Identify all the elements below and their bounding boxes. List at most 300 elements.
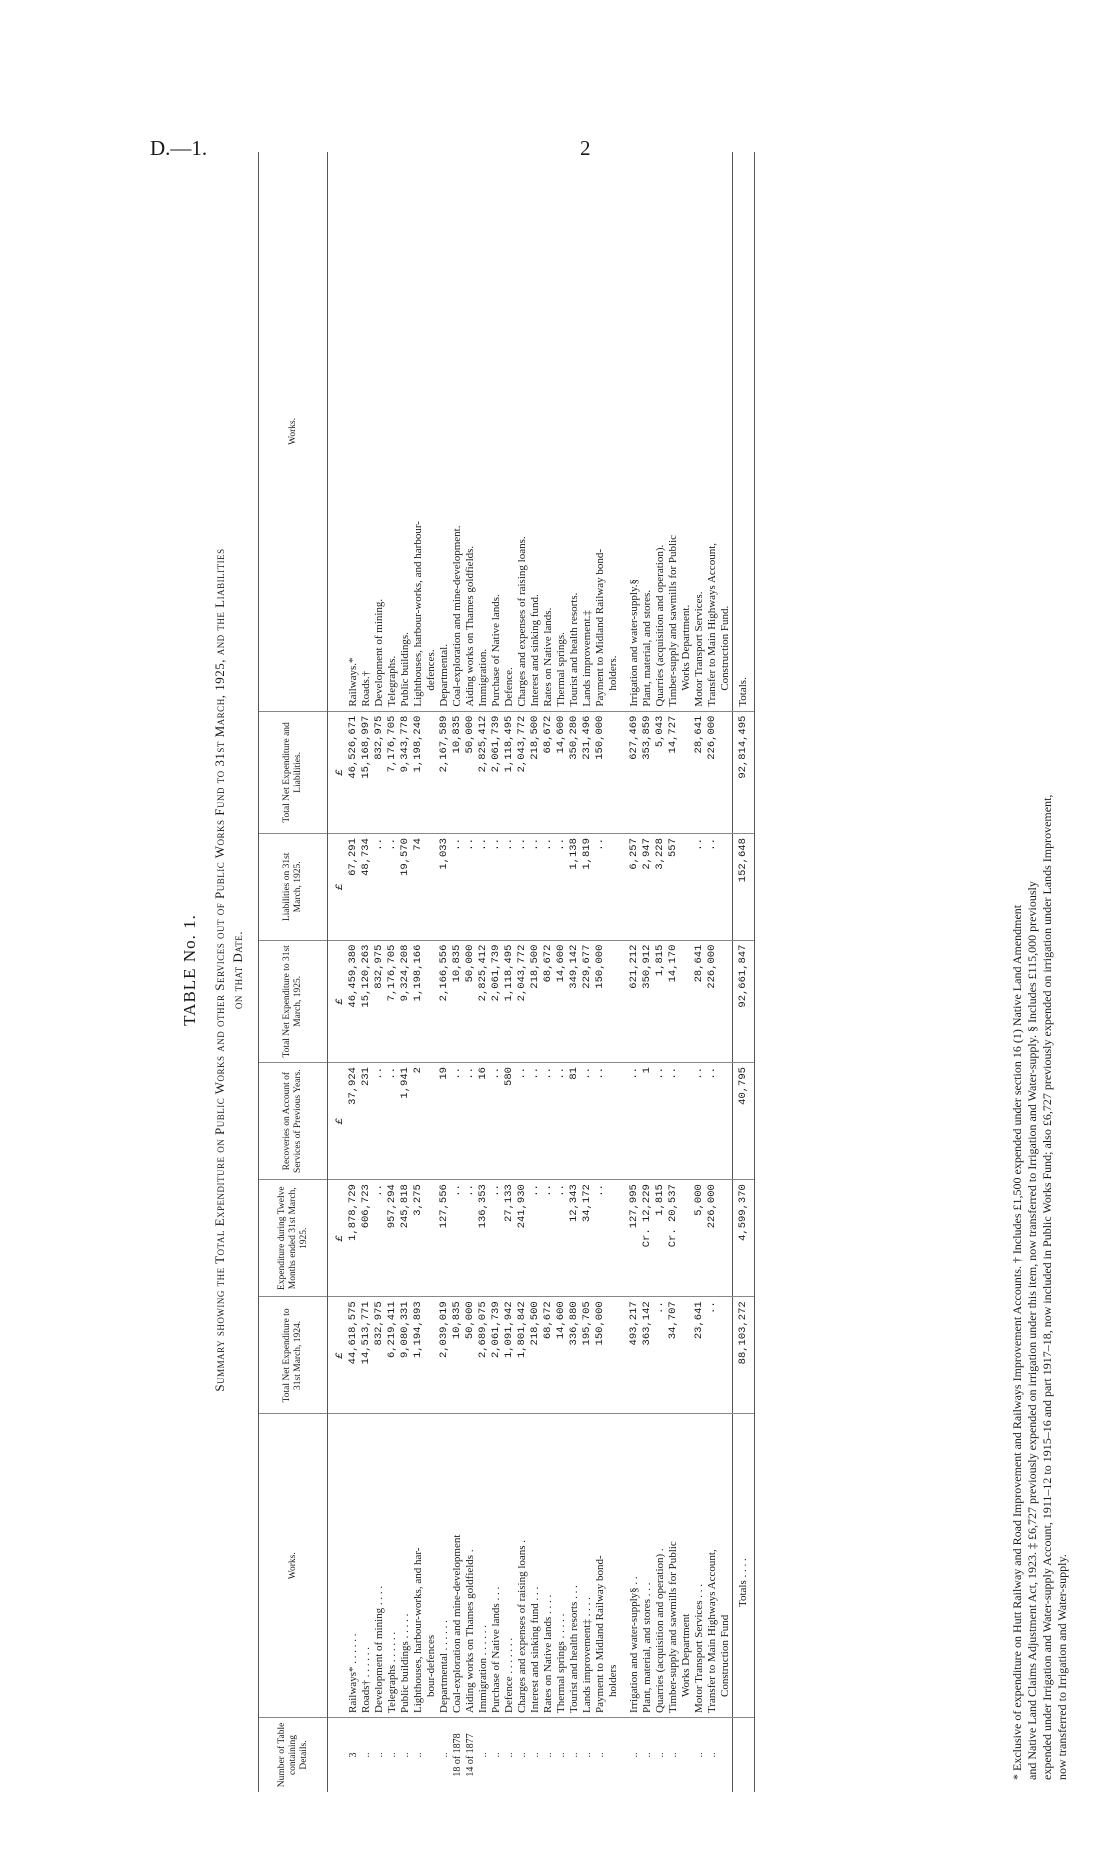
works-right-cell: Thermal springs.: [555, 152, 568, 711]
expenditure-liabilities-cell: [425, 711, 438, 833]
net-expenditure-cell: 349,142: [568, 940, 581, 1062]
works-cell: Roads† . . . . . .: [360, 1414, 373, 1718]
works-cell: Interest and sinking fund . . .: [529, 1414, 542, 1718]
liabilities-cell: ..: [693, 834, 706, 940]
year-expenditure-cell: 27,133: [503, 1180, 516, 1297]
expenditure-liabilities-cell: 231,496: [581, 711, 594, 833]
recoveries-cell: ..: [706, 1063, 719, 1180]
recoveries-cell: 2: [412, 1063, 425, 1180]
table-ref-cell: ..: [374, 1752, 385, 1758]
prev-expenditure-cell: 1,091,942: [503, 1297, 516, 1414]
table-row: [464, 152, 477, 1792]
works-cell: Defence . . . . . . .: [503, 1414, 516, 1718]
expenditure-liabilities-cell: 7,176,705: [386, 711, 399, 833]
column-header: Total Net Expenditure to 31st March, 1925.: [259, 940, 328, 1062]
recoveries-cell: [425, 1063, 438, 1180]
works-cell: Timber-supply and sawmills for Public: [667, 1414, 680, 1718]
works-right-cell: Telegraphs.: [386, 152, 399, 711]
table-row: [451, 152, 464, 1792]
expenditure-liabilities-cell: 627,469: [628, 711, 641, 833]
table-ref-cell: [607, 1717, 620, 1792]
net-expenditure-cell: [425, 940, 438, 1062]
footnote-line: expended under Irrigation and Water-supply Account, 1911–12 to 1915–16 and part 1917–18, now included in Public Works Fund; also £6,727 previously expended on irrigation under Lands Improvement,: [1040, 794, 1054, 1780]
recoveries-cell: [719, 1063, 733, 1180]
liabilities-cell: 3,228: [654, 834, 667, 940]
net-expenditure-cell: 350,912: [641, 940, 654, 1062]
prev-expenditure-cell: 336,880: [568, 1297, 581, 1414]
net-expenditure-cell: 7,176,705: [386, 940, 399, 1062]
table-ref-cell: ..: [595, 1752, 606, 1758]
table-subtitle: Summary showing the Total Expenditure on Public Works and other Services out of Public Works Fund to 31st March, 1925, and the Liabilities: [212, 548, 227, 1392]
table-row: [719, 152, 733, 1792]
net-expenditure-cell: [719, 940, 733, 1062]
liabilities-cell: 74: [412, 834, 425, 940]
table-ref-cell: ..: [387, 1752, 398, 1758]
table-row: [607, 152, 620, 1792]
prev-expenditure-cell: [607, 1297, 620, 1414]
rotated-table-page: [180, 140, 1080, 1800]
prev-expenditure-cell: 10,835: [451, 1297, 464, 1414]
liabilities-cell: ..: [490, 834, 503, 940]
table-row: [680, 152, 693, 1792]
footnote-line: now transferred to Irrigation and Water-supply.: [1055, 1554, 1069, 1780]
prev-expenditure-cell: 44,618,575: [347, 1297, 360, 1414]
table-row: [347, 152, 360, 1792]
expenditure-liabilities-cell: 1,118,495: [503, 711, 516, 833]
works-cell: Thermal springs . . . . .: [555, 1414, 568, 1718]
prev-expenditure-cell: 1,801,842: [516, 1297, 529, 1414]
currency-cell: £: [328, 940, 348, 1062]
table-ref-cell: ..: [569, 1752, 580, 1758]
works-right-cell: Tourist and health resorts.: [568, 152, 581, 711]
table-ref-cell: ..: [439, 1752, 450, 1758]
expenditure-liabilities-cell: [607, 711, 620, 833]
expenditure-liabilities-cell: 68,672: [542, 711, 555, 833]
liabilities-cell: ..: [529, 834, 542, 940]
expenditure-liabilities-cell: 2,061,739: [490, 711, 503, 833]
net-expenditure-cell: 50,000: [464, 940, 477, 1062]
column-header: Total Net Expenditure to 31st March, 1924.: [259, 1297, 328, 1414]
net-expenditure-cell: 1,198,166: [412, 940, 425, 1062]
year-expenditure-cell: Cr. 12,229: [641, 1180, 654, 1297]
liabilities-cell: 1,819: [581, 834, 594, 940]
table-row: [667, 152, 680, 1792]
year-expenditure-cell: 34,172: [581, 1180, 594, 1297]
works-cell: bour-defences: [425, 1414, 438, 1718]
prev-expenditure-cell: ..: [706, 1297, 719, 1414]
recoveries-cell: ..: [490, 1063, 503, 1180]
works-cell: Motor Transport Services . . .: [693, 1414, 706, 1718]
recoveries-cell: 1: [641, 1063, 654, 1180]
expenditure-liabilities-cell: 14,600: [555, 711, 568, 833]
prev-expenditure-cell: 6,219,411: [386, 1297, 399, 1414]
liabilities-cell: 2,947: [641, 834, 654, 940]
recoveries-cell: 1,941: [399, 1063, 412, 1180]
row-spacer: [620, 152, 628, 1792]
table-row: [581, 152, 594, 1792]
recoveries-cell: ..: [594, 1063, 607, 1180]
table-ref-cell: ..: [582, 1752, 593, 1758]
recoveries-cell: ..: [628, 1063, 641, 1180]
net-expenditure-cell: 9,324,208: [399, 940, 412, 1062]
prev-expenditure-cell: [425, 1297, 438, 1414]
works-right-cell: defences.: [425, 152, 438, 711]
table-row: [360, 152, 373, 1792]
net-expenditure-cell: 2,825,412: [477, 940, 490, 1062]
net-expenditure-cell: 15,120,263: [360, 940, 373, 1062]
table-ref-cell: 18 of 1878: [452, 1733, 463, 1777]
year-expenditure-cell: ..: [555, 1180, 568, 1297]
year-expenditure-cell: [719, 1180, 733, 1297]
table-title: TABLE No. 1.: [180, 914, 199, 1026]
year-expenditure-cell: [607, 1180, 620, 1297]
recoveries-cell: ..: [464, 1063, 477, 1180]
net-expenditure-cell: 46,459,380: [347, 940, 360, 1062]
works-right-cell: Railways.*: [347, 152, 360, 711]
year-expenditure-cell: 241,930: [516, 1180, 529, 1297]
liabilities-cell: 1,033: [438, 834, 451, 940]
year-expenditure-cell: 1,878,729: [347, 1180, 360, 1297]
currency-cell: [328, 1414, 348, 1718]
table-row: [425, 152, 438, 1792]
expenditure-liabilities-cell: 350,280: [568, 711, 581, 833]
expenditure-liabilities-cell: 15,168,997: [360, 711, 373, 833]
net-expenditure-cell: 832,975: [373, 940, 386, 1062]
currency-cell: [328, 1717, 348, 1792]
table-row: [399, 152, 412, 1792]
footnotes: [1010, 160, 1070, 1780]
expenditure-liabilities-cell: 46,526,671: [347, 711, 360, 833]
net-expenditure-cell: 621,212: [628, 940, 641, 1062]
works-cell: Tourist and health resorts . . .: [568, 1414, 581, 1718]
year-expenditure-cell: 606,723: [360, 1180, 373, 1297]
prev-expenditure-cell: 14,600: [555, 1297, 568, 1414]
year-expenditure-cell: 5,000: [693, 1180, 706, 1297]
currency-cell: £: [328, 1063, 348, 1180]
expenditure-liabilities-cell: 2,043,772: [516, 711, 529, 833]
column-header: Number of Table containing Details.: [259, 1717, 328, 1792]
table-row: [386, 152, 399, 1792]
works-right-cell: Motor Transport Services.: [693, 152, 706, 711]
prev-expenditure-cell: 50,000: [464, 1297, 477, 1414]
table-row: [706, 152, 719, 1792]
works-right-cell: holders.: [607, 152, 620, 711]
works-right-cell: Public buildings.: [399, 152, 412, 711]
prev-expenditure-cell: 363,142: [641, 1297, 654, 1414]
currency-row: [328, 152, 348, 1792]
liabilities-cell: 557: [667, 834, 680, 940]
prev-expenditure-cell: 1,194,893: [412, 1297, 425, 1414]
liabilities-cell: [719, 834, 733, 940]
works-cell: Aiding works on Thames goldfields .: [464, 1414, 477, 1718]
column-header: Recoveries on Account of Services of Previous Years.: [259, 1063, 328, 1180]
prev-expenditure-cell: 68,672: [542, 1297, 555, 1414]
liabilities-cell: [425, 834, 438, 940]
prev-expenditure-cell: 2,061,739: [490, 1297, 503, 1414]
recoveries-cell: ..: [542, 1063, 555, 1180]
footnote-line: and Native Land Claims Adjustment Act, 1923. ‡ £6,727 previously expended on irrigation under this item, now transferred to Irrigation and Water-supply. § Includes £115,000 previously: [1025, 881, 1039, 1780]
net-expenditure-cell: 28,641: [693, 940, 706, 1062]
column-header: Works.: [259, 1414, 328, 1718]
year-expenditure-cell: ..: [529, 1180, 542, 1297]
column-header: Liabilities on 31st March, 1925.: [259, 834, 328, 940]
currency-cell: £: [328, 1297, 348, 1414]
expenditure-liabilities-cell: 1,198,240: [412, 711, 425, 833]
expenditure-liabilities-cell: [680, 711, 693, 833]
prev-expenditure-cell: 14,513,771: [360, 1297, 373, 1414]
works-cell: Payment to Midland Railway bond-: [594, 1414, 607, 1718]
table-row: [412, 152, 425, 1792]
works-cell: Lighthouses, harbour-works, and har-: [412, 1414, 425, 1718]
works-cell: Irrigation and water-supply§ . .: [628, 1414, 641, 1718]
prev-expenditure-cell: [680, 1297, 693, 1414]
totals-label-right: Totals.: [733, 152, 755, 711]
currency-cell: £: [328, 711, 348, 833]
works-cell: Transfer to Main Highways Account,: [706, 1414, 719, 1718]
works-right-cell: Transfer to Main Highways Account,: [706, 152, 719, 711]
table-row: [503, 152, 516, 1792]
recoveries-cell: ..: [667, 1063, 680, 1180]
net-expenditure-cell: 229,677: [581, 940, 594, 1062]
works-right-cell: Interest and sinking fund.: [529, 152, 542, 711]
year-expenditure-cell: 1,815: [654, 1180, 667, 1297]
recoveries-cell: 231: [360, 1063, 373, 1180]
year-expenditure-cell: 245,818: [399, 1180, 412, 1297]
works-cell: Lands improvement‡ . . . .: [581, 1414, 594, 1718]
works-right-cell: Aiding works on Thames goldfields.: [464, 152, 477, 711]
expenditure-liabilities-cell: 2,825,412: [477, 711, 490, 833]
liabilities-cell: 1,138: [568, 834, 581, 940]
prev-expenditure-cell: 23,641: [693, 1297, 706, 1414]
liabilities-cell: 19,570: [399, 834, 412, 940]
table-row: [693, 152, 706, 1792]
table-ref-cell: ..: [629, 1752, 640, 1758]
liabilities-cell: 48,734: [360, 834, 373, 940]
net-expenditure-cell: 2,043,772: [516, 940, 529, 1062]
recoveries-cell: ..: [654, 1063, 667, 1180]
works-cell: Purchase of Native lands . . .: [490, 1414, 503, 1718]
table-ref-cell: ..: [530, 1752, 541, 1758]
table-ref-cell: ..: [543, 1752, 554, 1758]
table-ref-cell: [680, 1717, 693, 1792]
works-right-cell: Works Department.: [680, 152, 693, 711]
table-ref-cell: ..: [400, 1752, 411, 1758]
works-cell: Immigration . . . . . .: [477, 1414, 490, 1718]
liabilities-cell: ..: [451, 834, 464, 940]
net-expenditure-cell: 150,000: [594, 940, 607, 1062]
works-right-cell: Quarries (acquisition and operation).: [654, 152, 667, 711]
totals-liabilities: 152,648: [733, 834, 755, 940]
works-right-cell: Roads.†: [360, 152, 373, 711]
prev-expenditure-cell: 2,039,019: [438, 1297, 451, 1414]
works-summary-table: [258, 152, 755, 1792]
table-row: [373, 152, 386, 1792]
table-ref-cell: ..: [556, 1752, 567, 1758]
prev-expenditure-cell: 195,705: [581, 1297, 594, 1414]
table-ref-cell: ..: [491, 1752, 502, 1758]
year-expenditure-cell: 127,556: [438, 1180, 451, 1297]
works-right-cell: Rates on Native lands.: [542, 152, 555, 711]
net-expenditure-cell: 14,600: [555, 940, 568, 1062]
expenditure-liabilities-cell: 832,975: [373, 711, 386, 833]
totals-ref: [733, 1717, 755, 1792]
expenditure-liabilities-cell: 9,343,778: [399, 711, 412, 833]
works-cell: Construction Fund: [719, 1414, 733, 1718]
footnote-line: * Exclusive of expenditure on Hutt Railway and Road Improvement and Railways Improvement Accounts. † Includes £1,500 expended under section 16 (1) Native Land Amendment: [1010, 904, 1024, 1780]
currency-cell: [328, 152, 348, 711]
year-expenditure-cell: ..: [542, 1180, 555, 1297]
recoveries-cell: ..: [451, 1063, 464, 1180]
liabilities-cell: 67,291: [347, 834, 360, 940]
works-right-cell: Purchase of Native lands.: [490, 152, 503, 711]
works-right-cell: Timber-supply and sawmills for Public: [667, 152, 680, 711]
liabilities-cell: ..: [503, 834, 516, 940]
works-cell: holders: [607, 1414, 620, 1718]
liabilities-cell: ..: [594, 834, 607, 940]
net-expenditure-cell: 226,000: [706, 940, 719, 1062]
works-cell: Charges and expenses of raising loans .: [516, 1414, 529, 1718]
works-cell: Plant, material, and stores . . .: [641, 1414, 654, 1718]
table-ref-cell: ..: [668, 1752, 679, 1758]
prev-expenditure-cell: ..: [654, 1297, 667, 1414]
table-subtitle-cont: on that Date.: [230, 930, 245, 1010]
liabilities-cell: ..: [373, 834, 386, 940]
recoveries-cell: [680, 1063, 693, 1180]
totals-expenditure-liabilities: 92,814,495: [733, 711, 755, 833]
expenditure-liabilities-cell: 353,859: [641, 711, 654, 833]
page-header-code: D.—1.: [150, 136, 208, 160]
table-ref-cell: ..: [504, 1752, 515, 1758]
works-right-cell: Irrigation and water-supply.§: [628, 152, 641, 711]
prev-expenditure-cell: 2,689,075: [477, 1297, 490, 1414]
expenditure-liabilities-cell: 226,000: [706, 711, 719, 833]
year-expenditure-cell: 957,294: [386, 1180, 399, 1297]
year-expenditure-cell: ..: [451, 1180, 464, 1297]
expenditure-liabilities-cell: 14,727: [667, 711, 680, 833]
recoveries-cell: 81: [568, 1063, 581, 1180]
net-expenditure-cell: 1,118,495: [503, 940, 516, 1062]
prev-expenditure-cell: 493,217: [628, 1297, 641, 1414]
recoveries-cell: ..: [373, 1063, 386, 1180]
table-ref-cell: 3: [348, 1752, 359, 1758]
prev-expenditure-cell: [719, 1297, 733, 1414]
expenditure-liabilities-cell: [719, 711, 733, 833]
works-right-cell: Payment to Midland Railway bond-: [594, 152, 607, 711]
table-ref-cell: ..: [655, 1752, 666, 1758]
year-expenditure-cell: ..: [373, 1180, 386, 1297]
liabilities-cell: ..: [464, 834, 477, 940]
table-ref-cell: [425, 1717, 438, 1792]
table-row: [568, 152, 581, 1792]
table-row: [438, 152, 451, 1792]
works-right-cell: Immigration.: [477, 152, 490, 711]
table-row: [477, 152, 490, 1792]
prev-expenditure-cell: 832,975: [373, 1297, 386, 1414]
year-expenditure-cell: ..: [594, 1180, 607, 1297]
year-expenditure-cell: 12,343: [568, 1180, 581, 1297]
table-row: [529, 152, 542, 1792]
expenditure-liabilities-cell: 10,835: [451, 711, 464, 833]
totals-prev-expenditure: 88,103,272: [733, 1297, 755, 1414]
works-cell: Coal-exploration and mine-development: [451, 1414, 464, 1718]
recoveries-cell: 19: [438, 1063, 451, 1180]
header-row: [259, 152, 328, 1792]
expenditure-liabilities-cell: 2,167,589: [438, 711, 451, 833]
table-ref-cell: ..: [361, 1752, 372, 1758]
net-expenditure-cell: 2,061,739: [490, 940, 503, 1062]
expenditure-liabilities-cell: 50,000: [464, 711, 477, 833]
expenditure-liabilities-cell: 5,043: [654, 711, 667, 833]
net-expenditure-cell: 68,672: [542, 940, 555, 1062]
expenditure-liabilities-cell: 28,641: [693, 711, 706, 833]
works-right-cell: Lands improvement.‡: [581, 152, 594, 711]
liabilities-cell: ..: [555, 834, 568, 940]
net-expenditure-cell: 1,815: [654, 940, 667, 1062]
works-right-cell: Defence.: [503, 152, 516, 711]
works-right-cell: Departmental.: [438, 152, 451, 711]
totals-year-expenditure: 4,599,370: [733, 1180, 755, 1297]
year-expenditure-cell: Cr. 20,537: [667, 1180, 680, 1297]
recoveries-cell: 16: [477, 1063, 490, 1180]
currency-cell: £: [328, 1180, 348, 1297]
works-cell: Departmental . . . . . .: [438, 1414, 451, 1718]
totals-label: Totals . . . .: [733, 1414, 755, 1718]
table-row: [641, 152, 654, 1792]
prev-expenditure-cell: 218,500: [529, 1297, 542, 1414]
table-row: [516, 152, 529, 1792]
table-ref-cell: ..: [642, 1752, 653, 1758]
liabilities-cell: ..: [516, 834, 529, 940]
works-right-cell: Development of mining.: [373, 152, 386, 711]
net-expenditure-cell: [680, 940, 693, 1062]
works-right-cell: Charges and expenses of raising loans.: [516, 152, 529, 711]
page-number: 2: [580, 136, 591, 160]
works-cell: Telegraphs . . . . . .: [386, 1414, 399, 1718]
year-expenditure-cell: 3,275: [412, 1180, 425, 1297]
works-cell: Railways* . . . . . .: [347, 1414, 360, 1718]
table-row: [555, 152, 568, 1792]
table-row: [594, 152, 607, 1792]
table-ref-cell: ..: [478, 1752, 489, 1758]
column-header: Works.: [259, 152, 328, 711]
net-expenditure-cell: 2,166,556: [438, 940, 451, 1062]
liabilities-cell: [680, 834, 693, 940]
recoveries-cell: [607, 1063, 620, 1180]
liabilities-cell: [607, 834, 620, 940]
currency-cell: £: [328, 834, 348, 940]
recoveries-cell: ..: [693, 1063, 706, 1180]
recoveries-cell: 580: [503, 1063, 516, 1180]
year-expenditure-cell: [425, 1180, 438, 1297]
net-expenditure-cell: [607, 940, 620, 1062]
works-right-cell: Lighthouses, harbour-works, and harbour-: [412, 152, 425, 711]
liabilities-cell: ..: [706, 834, 719, 940]
column-header: Total Net Expenditure and Liabilities.: [259, 711, 328, 833]
totals-row: [733, 152, 755, 1792]
table-ref-cell: ..: [707, 1752, 718, 1758]
liabilities-cell: ..: [542, 834, 555, 940]
liabilities-cell: ..: [477, 834, 490, 940]
year-expenditure-cell: 127,995: [628, 1180, 641, 1297]
liabilities-cell: 6,257: [628, 834, 641, 940]
column-header: Expenditure during Twelve Months ended 31st March, 1925.: [259, 1180, 328, 1297]
liabilities-cell: ..: [386, 834, 399, 940]
expenditure-liabilities-cell: 150,000: [594, 711, 607, 833]
net-expenditure-cell: 10,835: [451, 940, 464, 1062]
prev-expenditure-cell: 150,000: [594, 1297, 607, 1414]
prev-expenditure-cell: 34,707: [667, 1297, 680, 1414]
table-ref-cell: ..: [413, 1752, 424, 1758]
